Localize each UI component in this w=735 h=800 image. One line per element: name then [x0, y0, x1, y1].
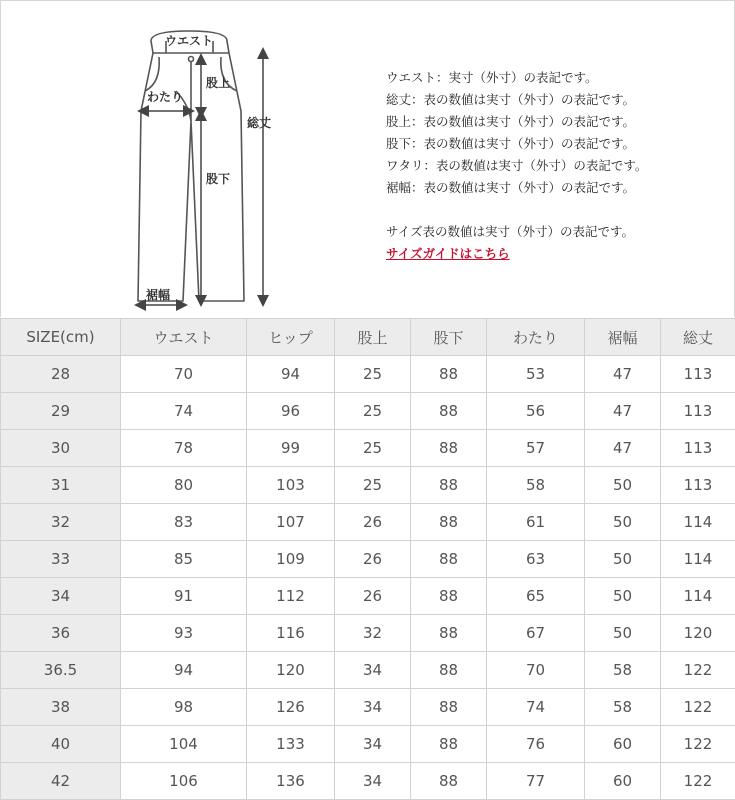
size-cell: 31 — [1, 467, 121, 504]
measurement-cell: 60 — [585, 726, 661, 763]
size-cell: 29 — [1, 393, 121, 430]
measurement-cell: 58 — [585, 652, 661, 689]
size-cell: 28 — [1, 356, 121, 393]
thigh-label: わたり — [147, 90, 184, 104]
hem-label: 裾幅 — [146, 288, 171, 302]
measurement-cell: 57 — [487, 430, 585, 467]
measurement-cell: 34 — [335, 689, 411, 726]
size-info-panel — [0, 0, 735, 317]
measurement-cell: 70 — [121, 356, 247, 393]
measurement-cell: 34 — [335, 726, 411, 763]
measurement-cell: 126 — [247, 689, 335, 726]
measurement-cell: 74 — [487, 689, 585, 726]
measurement-cell: 113 — [661, 430, 735, 467]
measurement-cell: 70 — [487, 652, 585, 689]
measurement-cell: 99 — [247, 430, 335, 467]
note-waist: ウエスト：実寸（外寸）の表記です。 — [386, 70, 598, 85]
measurement-cell: 76 — [487, 726, 585, 763]
table-body — [1, 356, 735, 800]
measurement-cell: 112 — [247, 578, 335, 615]
measurement-cell: 88 — [411, 763, 487, 800]
measurement-cell: 63 — [487, 541, 585, 578]
column-header: わたり — [487, 319, 585, 356]
inseam-label: 股下 — [206, 172, 231, 186]
note-rise: 股上：表の数値は実寸（外寸）の表記です。 — [386, 114, 636, 129]
table-header-row — [1, 319, 735, 356]
column-header: 股上 — [335, 319, 411, 356]
measurement-cell: 122 — [661, 726, 735, 763]
column-header: 裾幅 — [585, 319, 661, 356]
measurement-cell: 88 — [411, 393, 487, 430]
measurement-cell: 34 — [335, 763, 411, 800]
table-row — [1, 652, 735, 689]
measurement-cell: 56 — [487, 393, 585, 430]
measurement-cell: 53 — [487, 356, 585, 393]
column-header: ヒップ — [247, 319, 335, 356]
measurement-cell: 77 — [487, 763, 585, 800]
measurement-cell: 116 — [247, 615, 335, 652]
measurement-cell: 26 — [335, 541, 411, 578]
measurement-cell: 47 — [585, 393, 661, 430]
measurement-cell: 88 — [411, 615, 487, 652]
table-row — [1, 356, 735, 393]
measurement-cell: 88 — [411, 504, 487, 541]
size-cell: 40 — [1, 726, 121, 763]
measurement-cell: 25 — [335, 467, 411, 504]
measurement-cell: 94 — [121, 652, 247, 689]
measurement-cell: 122 — [661, 689, 735, 726]
table-row — [1, 578, 735, 615]
measurement-cell: 50 — [585, 541, 661, 578]
measurement-cell: 114 — [661, 541, 735, 578]
total-length-label: 総丈 — [247, 116, 272, 130]
measurement-cell: 104 — [121, 726, 247, 763]
size-cell: 38 — [1, 689, 121, 726]
measurement-cell: 50 — [585, 578, 661, 615]
size-cell: 32 — [1, 504, 121, 541]
table-row — [1, 763, 735, 800]
measurement-cell: 120 — [247, 652, 335, 689]
measurement-cell: 50 — [585, 615, 661, 652]
size-table — [0, 318, 735, 800]
measurement-cell: 74 — [121, 393, 247, 430]
measurement-cell: 107 — [247, 504, 335, 541]
note-thigh: ワタリ：表の数値は実寸（外寸）の表記です。 — [386, 158, 648, 173]
measurement-cell: 113 — [661, 356, 735, 393]
measurement-cell: 88 — [411, 541, 487, 578]
measurement-cell: 58 — [487, 467, 585, 504]
measurement-cell: 80 — [121, 467, 247, 504]
size-cell: 36.5 — [1, 652, 121, 689]
measurement-cell: 88 — [411, 652, 487, 689]
measurement-cell: 122 — [661, 652, 735, 689]
measurement-cell: 88 — [411, 689, 487, 726]
column-header: SIZE(cm) — [1, 319, 121, 356]
table-row — [1, 615, 735, 652]
table-row — [1, 541, 735, 578]
measurement-cell: 25 — [335, 393, 411, 430]
measurement-cell: 91 — [121, 578, 247, 615]
measurement-cell: 25 — [335, 356, 411, 393]
measurement-cell: 65 — [487, 578, 585, 615]
measurement-cell: 26 — [335, 504, 411, 541]
measurement-cell: 34 — [335, 652, 411, 689]
note-inseam: 股下：表の数値は実寸（外寸）の表記です。 — [386, 136, 636, 151]
measurement-cell: 106 — [121, 763, 247, 800]
size-cell: 34 — [1, 578, 121, 615]
measurement-cell: 113 — [661, 467, 735, 504]
table-row — [1, 467, 735, 504]
measurement-cell: 114 — [661, 578, 735, 615]
measurement-cell: 58 — [585, 689, 661, 726]
table-note: サイズ表の数値は実寸（外寸）の表記です。 — [386, 224, 635, 239]
measurement-cell: 88 — [411, 726, 487, 763]
measurement-cell: 120 — [661, 615, 735, 652]
size-cell: 36 — [1, 615, 121, 652]
note-hem: 裾幅：表の数値は実寸（外寸）の表記です。 — [386, 180, 636, 195]
measurement-cell: 47 — [585, 356, 661, 393]
measurement-cell: 103 — [247, 467, 335, 504]
table-row — [1, 430, 735, 467]
measurement-cell: 50 — [585, 504, 661, 541]
measurement-cell: 133 — [247, 726, 335, 763]
measurement-cell: 94 — [247, 356, 335, 393]
measurement-cell: 26 — [335, 578, 411, 615]
measurement-cell: 67 — [487, 615, 585, 652]
measurement-cell: 83 — [121, 504, 247, 541]
measurement-cell: 47 — [585, 430, 661, 467]
column-header: 総丈 — [661, 319, 735, 356]
size-cell: 42 — [1, 763, 121, 800]
pants-measurement-diagram — [1, 1, 301, 317]
table-row — [1, 726, 735, 763]
measurement-cell: 122 — [661, 763, 735, 800]
measurement-cell: 114 — [661, 504, 735, 541]
column-header: 股下 — [411, 319, 487, 356]
measurement-cell: 25 — [335, 430, 411, 467]
measurement-cell: 85 — [121, 541, 247, 578]
measurement-cell: 88 — [411, 467, 487, 504]
measurement-cell: 88 — [411, 356, 487, 393]
measurement-cell: 136 — [247, 763, 335, 800]
measurement-notes — [386, 67, 647, 265]
measurement-cell: 32 — [335, 615, 411, 652]
measurement-cell: 88 — [411, 578, 487, 615]
table-row — [1, 393, 735, 430]
size-cell: 30 — [1, 430, 121, 467]
size-guide-link[interactable]: サイズガイドはこちら — [386, 246, 510, 261]
table-row — [1, 689, 735, 726]
measurement-cell: 98 — [121, 689, 247, 726]
column-header: ウエスト — [121, 319, 247, 356]
note-total-length: 総丈：表の数値は実寸（外寸）の表記です。 — [386, 92, 636, 107]
size-cell: 33 — [1, 541, 121, 578]
measurement-cell: 50 — [585, 467, 661, 504]
measurement-cell: 96 — [247, 393, 335, 430]
measurement-cell: 109 — [247, 541, 335, 578]
pants-outline — [138, 31, 244, 301]
measurement-cell: 61 — [487, 504, 585, 541]
measurement-cell: 88 — [411, 430, 487, 467]
measurement-cell: 60 — [585, 763, 661, 800]
measurement-cell: 113 — [661, 393, 735, 430]
measurement-cell: 93 — [121, 615, 247, 652]
rise-label: 股上 — [206, 76, 231, 90]
waist-label: ウエスト — [164, 34, 214, 48]
measurement-cell: 78 — [121, 430, 247, 467]
table-row — [1, 504, 735, 541]
